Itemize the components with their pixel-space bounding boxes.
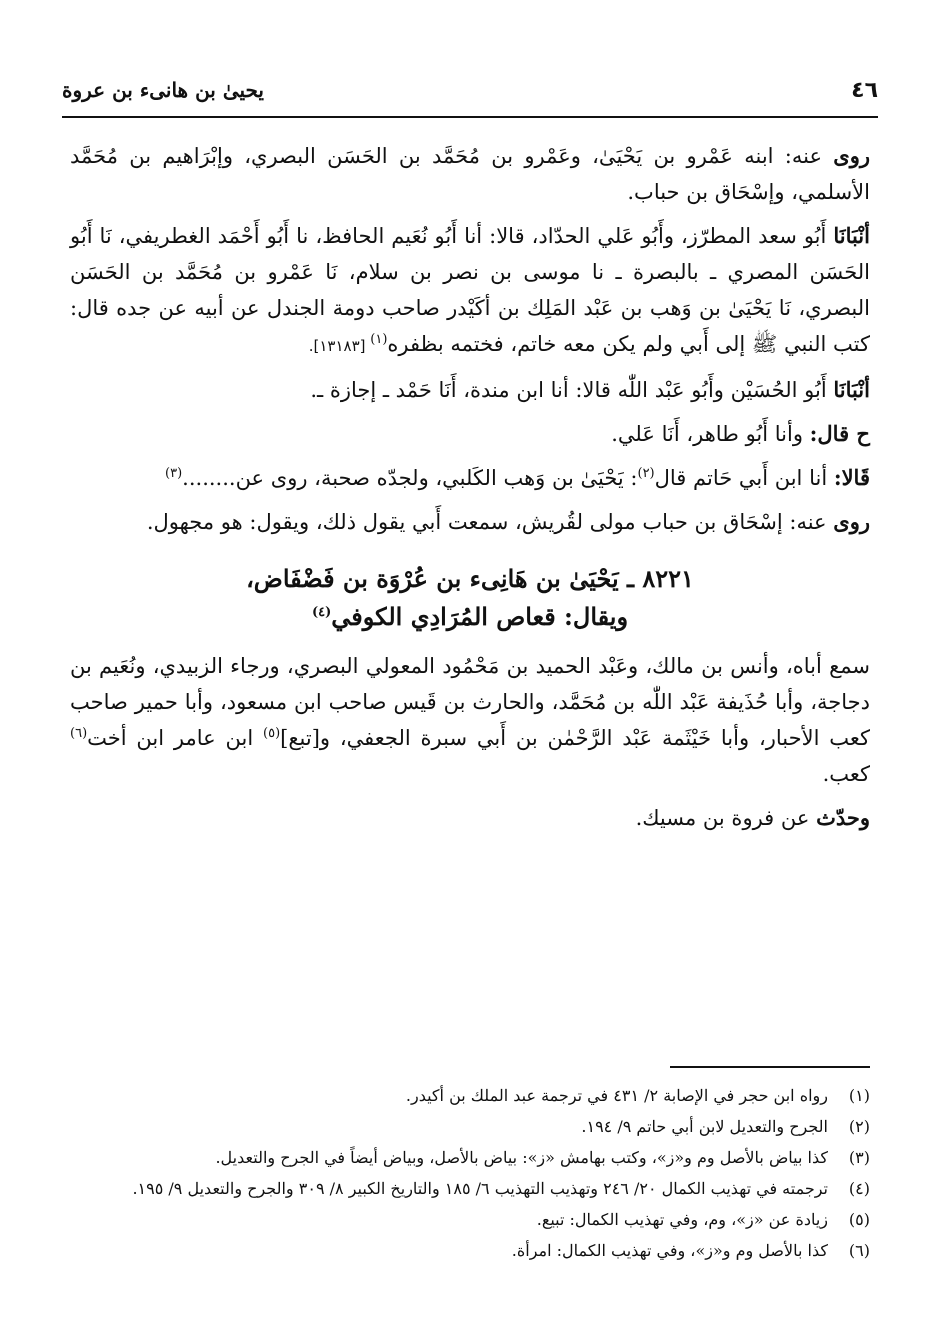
paragraph-transmission: [70, 800, 870, 836]
footnote-text: ترجمته في تهذيب الكمال ٢٠/ ٢٤٦ وتهذيب التهذيب ٦/ ١٨٥ والتاريخ الكبير ٨/ ٣٠٩ والجرح والتعديل ٩/ ١٩٥.: [132, 1179, 828, 1198]
footnote: [70, 1080, 870, 1111]
footnote-number: (٤): [848, 1179, 870, 1198]
paragraph-text: عنه: ابنه عَمْرو بن يَحْيَىٰ، وعَمْرو بن مُحَمَّد بن الحَسَن البصري، وإبْرَاهيم بن مُحَمَّد الأسلمي، وإسْحَاق بن حباب.: [70, 144, 870, 204]
paragraph-text: سمع أباه، وأنس بن مالك، وعَبْد الحميد بن مَحْمُود المعولي البصري، ورجاء الزبيدي، ونُعَيم بن دجاجة، وأبا حُذَيفة عَبْد اللّٰه بن مُحَمَّد، والحارث بن قَيس صاحب ابن مسعود، وأبا حمير صاحب كعب الأحبار، وأبا خَيْثَمة عَبْد الرَّحْمٰن بن أَبي سبرة الجعفي، و[تبع]: [70, 654, 870, 750]
paragraph-isnad-2: [70, 372, 870, 408]
footnote-text: كذا بياض بالأصل وم و«ز»، وكتب بهامش «ز»: بياض بالأصل، وبياض أيضاً في الجرح والتعديل.: [215, 1148, 828, 1167]
entry-heading-line-2: [70, 598, 870, 636]
paragraph-lead: روى: [833, 509, 870, 534]
footnote-number: (١): [848, 1086, 870, 1105]
paragraph-isnad-4: [70, 460, 870, 496]
footnote: [70, 1142, 870, 1173]
footnote: [70, 1235, 870, 1266]
paragraph-narrators-1: [70, 138, 870, 210]
running-title: يحيىٰ بن هانىء بن عروة: [62, 78, 265, 102]
main-text: [70, 138, 870, 844]
footnote-text: كذا بالأصل وم و«ز»، وفي تهذيب الكمال: امرأة.: [511, 1241, 828, 1260]
paragraph-lead: أنْبَانَا: [833, 223, 870, 248]
paragraph-text: أَبُو سعد المطرّز، وأَبُو عَلي الحدّاد، قالا: أنا أَبُو نُعَيم الحافظ، نا أَبُو أَحْمَد الغطريفي، نَا أَبُو الحَسَن المصري ـ بالبصرة ـ نا موسى بن نصر بن سلام، نَا عَمْرو بن مُحَمَّد بن الحَسَن البصري، نَا يَحْيَىٰ بن وَهب بن عَبْد المَلِك بن أكَيْدر صاحب دومة الجندل عن أبيه عن جده قال: كتب النبي ﷺ إلى أَبي ولم يكن معه خاتم، فختمه بظفره: [70, 224, 870, 356]
footnote-number: (٥): [848, 1210, 870, 1229]
footnote-text: زيادة عن «ز»، وم، وفي تهذيب الكمال: تبيع.: [536, 1210, 828, 1229]
paragraph-text: عنه: إسْحَاق بن حباب مولى لقُريش، سمعت أَبي يقول ذلك، ويقول: هو مجهول.: [146, 510, 834, 534]
footnote-number: (٢): [848, 1117, 870, 1136]
paragraph-text: ابن عامر ابن أخت: [87, 726, 263, 750]
footnote-text: رواه ابن حجر في الإصابة ٢/ ٤٣١ في ترجمة عبد الملك بن أكيدر.: [405, 1086, 828, 1105]
paragraph-lead: قَالا:: [833, 465, 870, 490]
paragraph-text: : يَحْيَىٰ بن وَهب الكَلبي، ولجدّه صحبة، روى عن........: [182, 466, 638, 490]
footnote-marker: (٤): [311, 605, 332, 620]
footnote: [70, 1204, 870, 1235]
paragraph-isnad-3: [70, 416, 870, 452]
header-rule: [62, 116, 878, 118]
paragraph-lead: ح قال:: [809, 421, 870, 446]
entry-heading-line: ٨٢٢١ ـ يَحْيَىٰ بن هَانِىء بن عُرْوَة بن فَضْفَاض،: [246, 564, 694, 593]
paragraph-text: أَبُو الحُسَيْن وأَبُو عَبْد اللّٰه قالا: أنا ابن مندة، أَنَا حَمْد ـ إجازة ـ.: [310, 378, 834, 402]
footnote-marker: (٥): [263, 726, 281, 741]
footnote-marker: (٦): [70, 726, 88, 741]
footnote-marker: (٢): [637, 466, 655, 481]
paragraph-narrators-2: [70, 504, 870, 540]
entry-heading: [70, 560, 870, 636]
paragraph-lead: روى: [833, 143, 870, 168]
paragraph-lead: وحدّث: [816, 805, 870, 830]
paragraph-text: عن فروة بن مسيك.: [635, 806, 817, 830]
paragraph-text: وأنا أَبُو طاهر، أَنَا عَلي.: [611, 422, 810, 446]
footnote-number: (٦): [848, 1241, 870, 1260]
page-number: ٤٦: [851, 77, 878, 103]
paragraph-biography: [70, 648, 870, 792]
hadith-reference-number: [١٣١٨٣].: [308, 337, 371, 355]
footnote-marker: (٣): [165, 466, 183, 481]
footnote-rule: [670, 1066, 870, 1068]
footnote-text: الجرح والتعديل لابن أبي حاتم ٩/ ١٩٤.: [581, 1117, 828, 1136]
paragraph-lead: أنْبَانَا: [833, 377, 870, 402]
footnote-marker: (١): [370, 332, 388, 347]
footnote-number: (٣): [848, 1148, 870, 1167]
footnotes: [70, 1080, 870, 1266]
page-header: [62, 70, 878, 110]
entry-heading-text: ويقال: قعاص المُرَادِي الكوفي: [331, 602, 629, 631]
footnote: [70, 1173, 870, 1204]
paragraph-text: كعب.: [822, 762, 870, 786]
paragraph-isnad-1: [70, 218, 870, 364]
paragraph-text: أنا ابن أَبي حَاتم قال: [654, 466, 834, 490]
footnote: [70, 1111, 870, 1142]
